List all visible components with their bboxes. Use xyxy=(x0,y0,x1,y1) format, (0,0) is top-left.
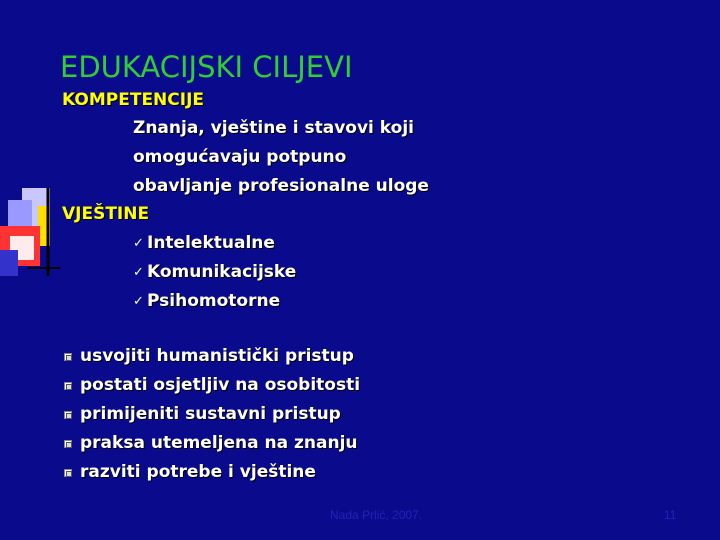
square-bullet-icon xyxy=(64,353,72,361)
footer-author: Nada Prlić, 2007. xyxy=(330,508,423,522)
goal-item: praksa utemeljena na znanju xyxy=(80,433,358,453)
competences-line: Znanja, vještine i stavovi koji xyxy=(133,118,414,138)
competences-line: obavljanje profesionalne uloge xyxy=(133,176,429,196)
checkmark-icon: ✓ xyxy=(133,236,144,251)
square-bullet-icon xyxy=(64,411,72,419)
skill-item: Intelektualne xyxy=(147,233,275,253)
skills-heading: VJEŠTINE xyxy=(62,204,150,224)
skill-item: Komunikacijske xyxy=(147,262,297,282)
competences-line: omogućavaju potpuno xyxy=(133,147,347,167)
checkmark-icon: ✓ xyxy=(133,294,144,309)
competences-heading: KOMPETENCIJE xyxy=(62,90,205,110)
goal-item: razviti potrebe i vještine xyxy=(80,462,316,482)
goal-item: primijeniti sustavni pristup xyxy=(80,404,341,424)
square-bullet-icon xyxy=(64,440,72,448)
goal-item: postati osjetljiv na osobitosti xyxy=(80,375,361,395)
checkmark-icon: ✓ xyxy=(133,265,144,280)
decorative-graphic xyxy=(0,188,60,276)
square-bullet-icon xyxy=(64,469,72,477)
footer-page-number: 11 xyxy=(664,508,677,522)
slide-title: EDUKACIJSKI CILJEVI xyxy=(60,50,353,84)
square-bullet-icon xyxy=(64,382,72,390)
goal-item: usvojiti humanistički pristup xyxy=(80,346,354,366)
skill-item: Psihomotorne xyxy=(147,291,281,311)
